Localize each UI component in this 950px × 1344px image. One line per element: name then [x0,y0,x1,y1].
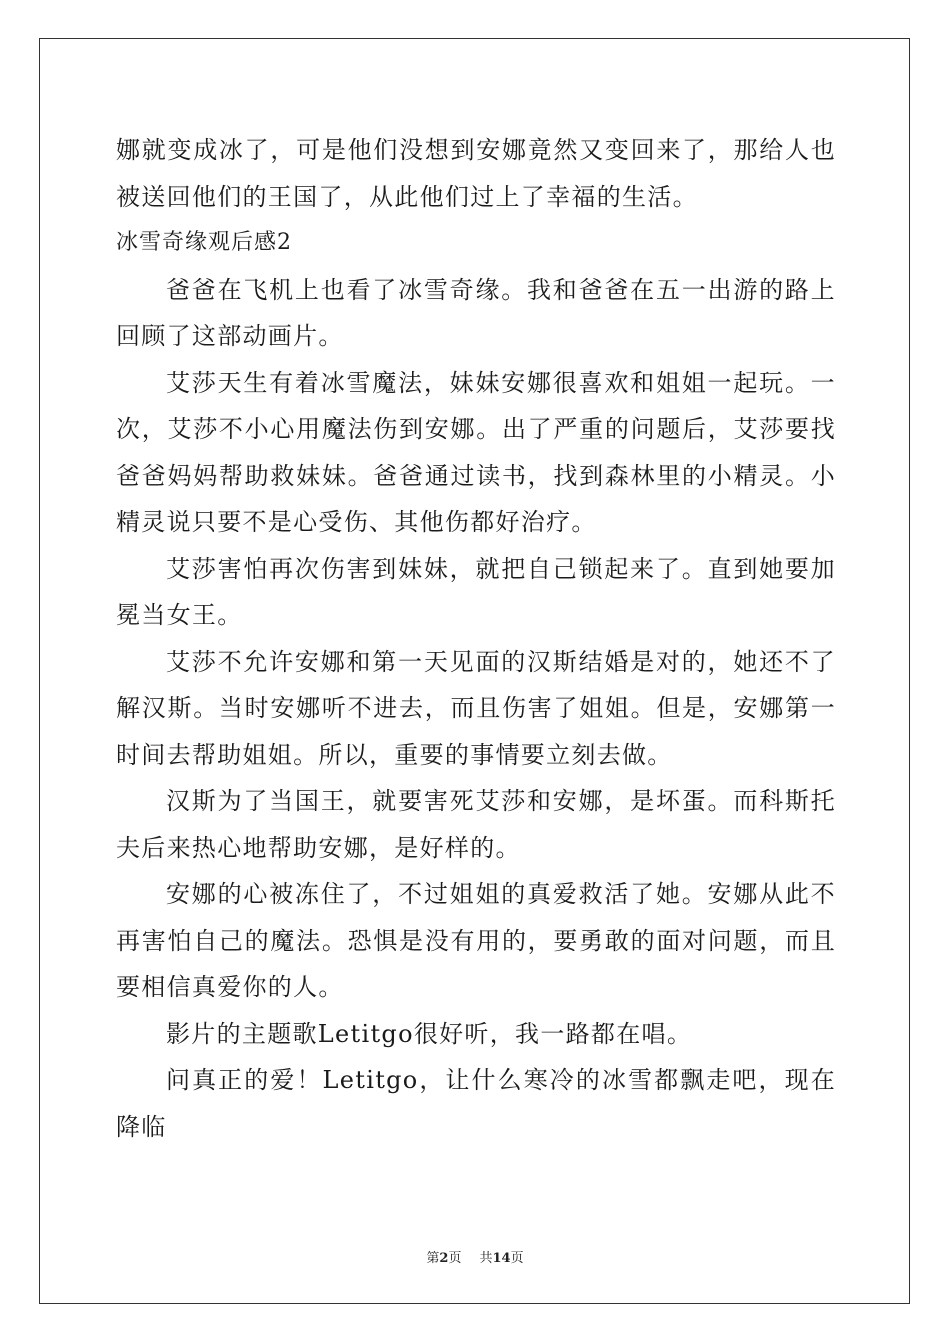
page-footer [0,1247,950,1266]
paragraph-6: 汉斯为了当国王，就要害死艾莎和安娜，是坏蛋。而科斯托夫后来热心地帮助安娜，是好样的。 [116,787,836,862]
page-number: 2 [439,1251,449,1266]
paragraph-5: 艾莎不允许安娜和第一天见面的汉斯结婚是对的，她还不了解汉斯。当时安娜听不进去，而且伤害了姐姐。但是，安娜第一时间去帮助姐姐。所以，重要的事情要立刻去做。 [116,647,836,769]
paragraph-3: 艾莎天生有着冰雪魔法，妹妹安娜很喜欢和姐姐一起玩。一次，艾莎不小心用魔法伤到安娜。出了严重的问题后，艾莎要找爸爸妈妈帮助救妹妹。爸爸通过读书，找到森林里的小精灵。小精灵说只要不是心受伤、其他伤都好治疗。 [116,368,836,536]
total-suffix: 页 [510,1251,524,1266]
paragraph-2: 爸爸在飞机上也看了冰雪奇缘。我和爸爸在五一出游的路上回顾了这部动画片。 [116,275,836,350]
page-prefix: 第 [426,1251,440,1266]
paragraph-4: 艾莎害怕再次伤害到妹妹，就把自己锁起来了。直到她要加冕当女王。 [116,554,836,629]
paragraph-1: 娜就变成冰了，可是他们没想到安娜竟然又变回来了，那给人也被送回他们的王国了，从此他们过上了幸福的生活。 [116,136,836,211]
document-body [116,127,836,1150]
total-pages: 14 [492,1251,511,1266]
total-prefix: 共 [479,1251,493,1266]
paragraph-9: 问真正的爱！Letitgo，让什么寒冷的冰雪都飘走吧，现在降临 [116,1066,836,1141]
page-suffix: 页 [448,1251,462,1266]
section-heading: 冰雪奇缘观后感2 [116,230,292,255]
paragraph-7: 安娜的心被冻住了，不过姐姐的真爱救活了她。安娜从此不再害怕自己的魔法。恐惧是没有用的，要勇敢的面对问题，而且要相信真爱你的人。 [116,880,836,1001]
paragraph-8: 影片的主题歌Letitgo很好听，我一路都在唱。 [166,1019,693,1048]
